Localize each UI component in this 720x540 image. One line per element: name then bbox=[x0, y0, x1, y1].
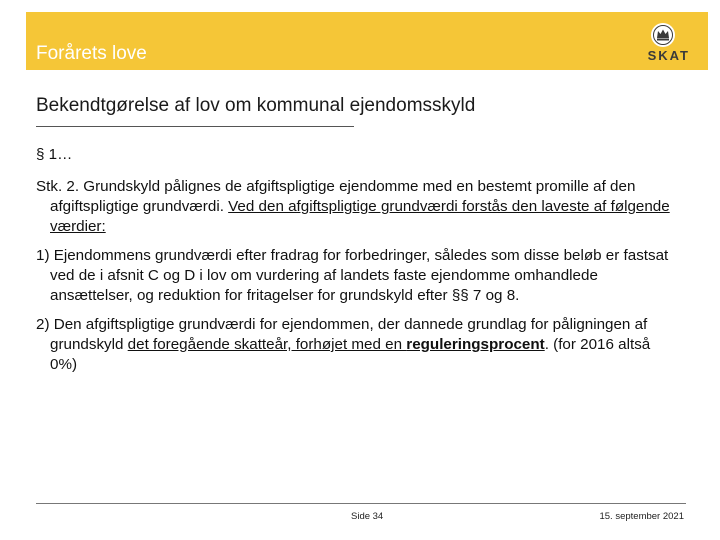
stk2-text: Stk. 2. Grundskyld pålignes de afgiftspligtige ejendomme med en bestemt promille af den afgiftspligtige grundværdi. bbox=[36, 178, 636, 215]
heading-divider bbox=[36, 126, 354, 127]
presentation-title: Forårets love bbox=[36, 43, 147, 64]
paragraph-stk2 bbox=[36, 177, 676, 237]
paragraph-item-2 bbox=[36, 315, 676, 375]
item2-bold-underlined: reguleringsprocent bbox=[406, 336, 545, 353]
section-ref: § 1… bbox=[36, 146, 73, 163]
item2-tail: . (for 2016 altså 0%) bbox=[50, 336, 651, 373]
footer-date: 15. september 2021 bbox=[599, 511, 684, 522]
skat-logo bbox=[622, 22, 692, 68]
item2-underlined: det foregående skatteår, forhøjet med en bbox=[127, 336, 407, 353]
logo-wordmark: SKAT bbox=[647, 48, 690, 63]
item2-text: 2) Den afgiftspligtige grundværdi for ejendommen, der dannede grundlag for påligningen af grundskyld bbox=[36, 316, 648, 353]
crown-icon bbox=[650, 22, 676, 48]
stk2-underlined: Ved den afgiftspligtige grundværdi forstås den laveste af følgende værdier: bbox=[50, 198, 670, 235]
header-banner bbox=[26, 12, 708, 70]
slide-heading: Bekendtgørelse af lov om kommunal ejendomsskyld bbox=[36, 95, 476, 116]
page-number: Side 34 bbox=[351, 511, 384, 522]
slide-body bbox=[36, 145, 676, 384]
paragraph-item-1: 1) Ejendommens grundværdi efter fradrag for forbedringer, således som disse beløb er fastsat ved de i afsnit C og D i lov om vurdering af landets faste ejendomme omhandlede ansættelser, og reduktion for fritagelser for grundskyld efter §§ 7 og 8. bbox=[36, 247, 669, 304]
footer-divider bbox=[36, 503, 686, 504]
